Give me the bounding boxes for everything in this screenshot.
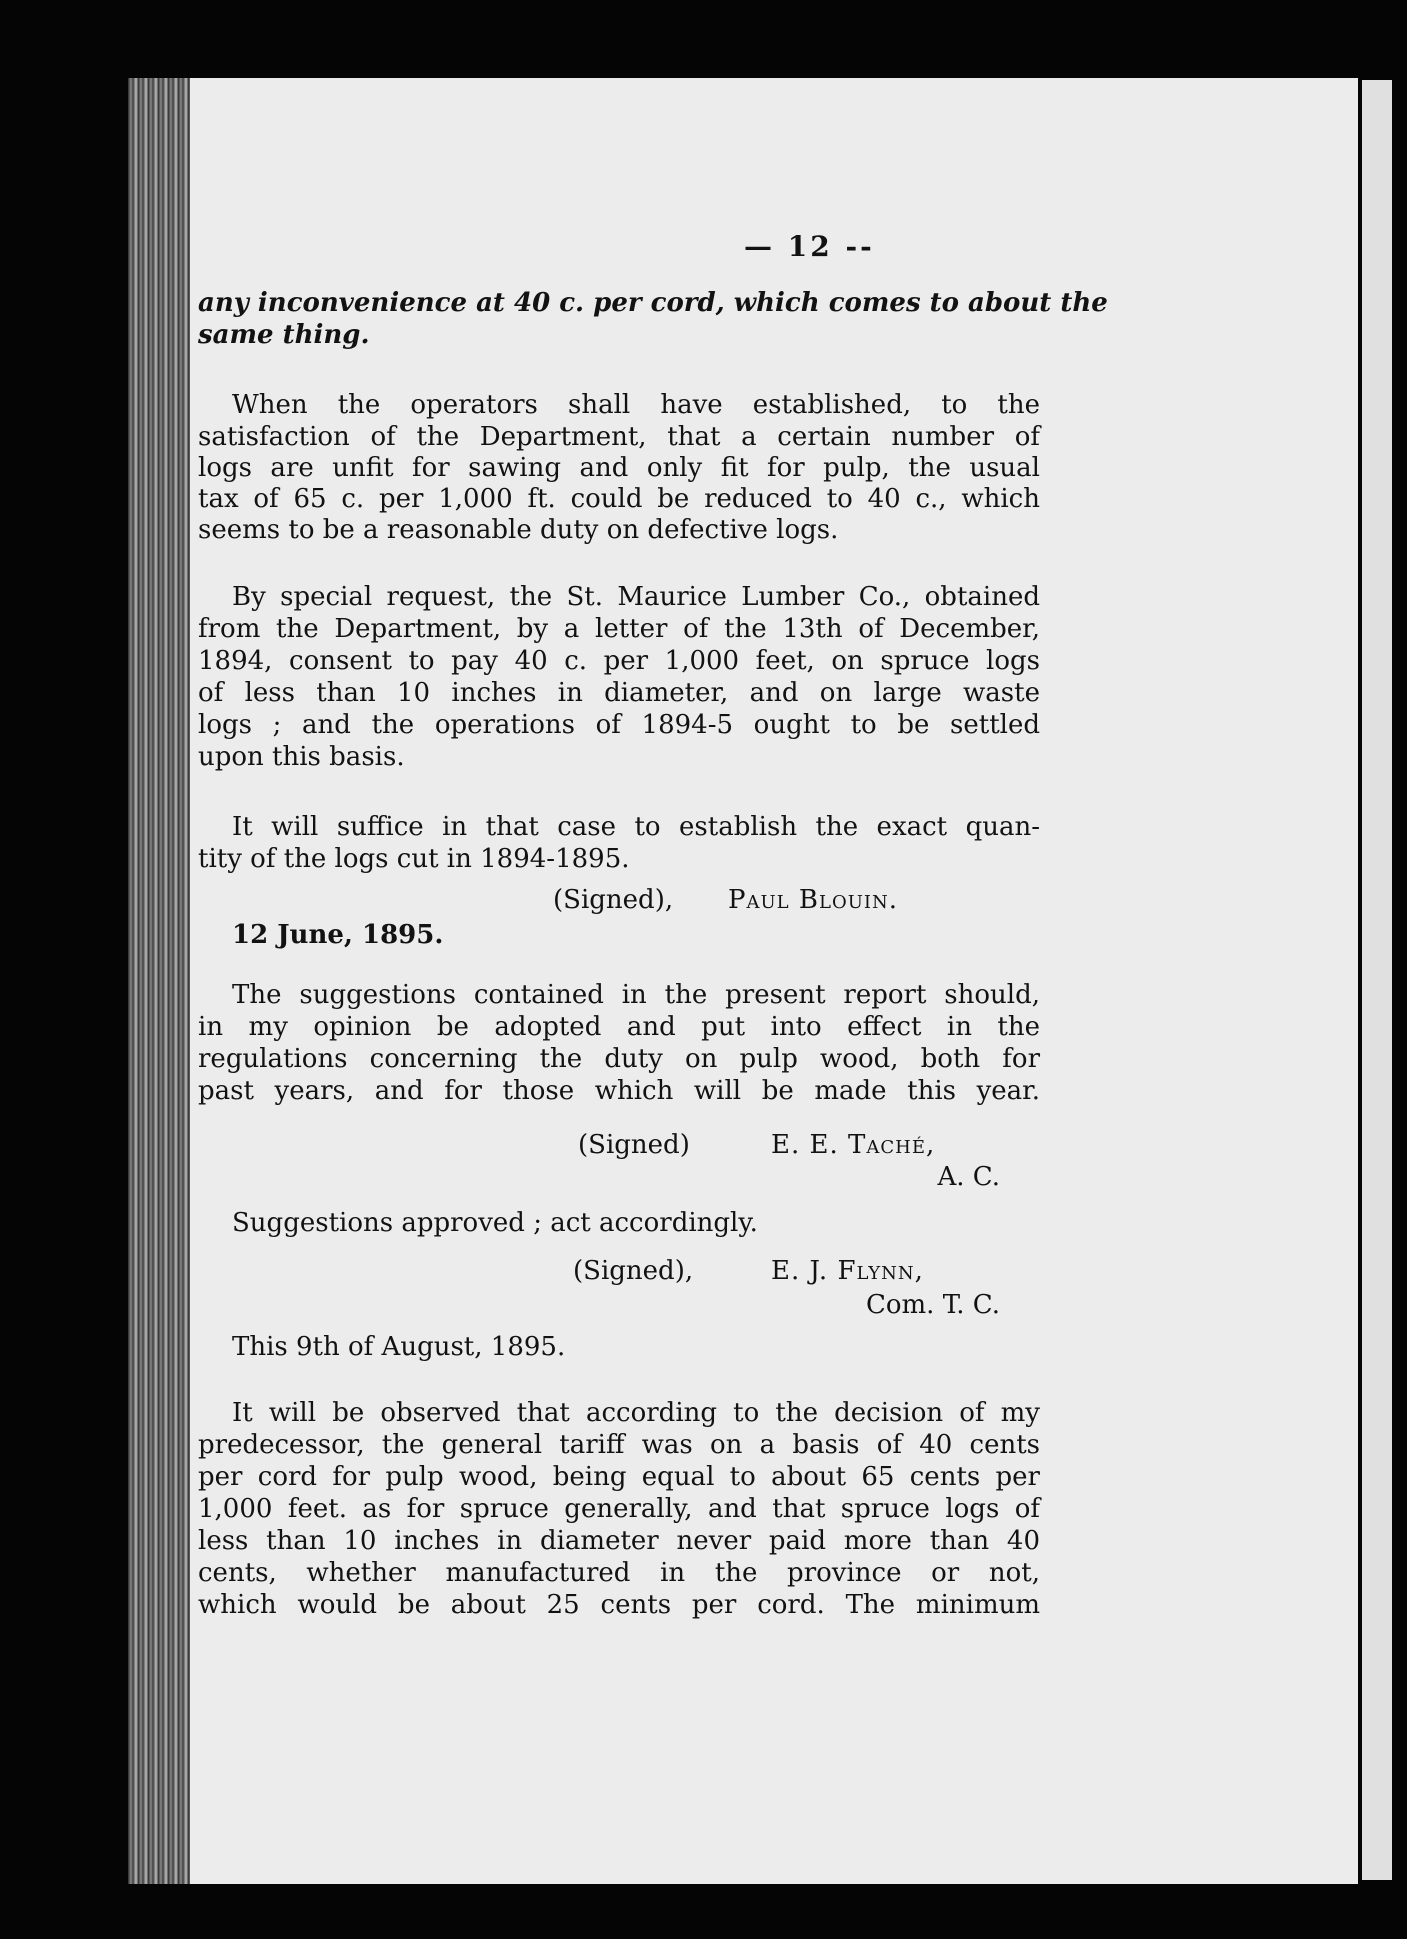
page-number: — 12 -- bbox=[744, 230, 875, 263]
signed-label: (Signed) bbox=[578, 1130, 690, 1160]
book-spine bbox=[128, 78, 190, 1884]
signature-date: 12 June, 1895. bbox=[232, 920, 444, 950]
text-line: which would be about 25 cents per cord. The minimum bbox=[198, 1590, 1040, 1620]
closing-date: This 9th of August, 1895. bbox=[232, 1332, 566, 1362]
text-line: predecessor, the general tariff was on a basis of 40 cents bbox=[198, 1430, 1040, 1460]
text-line: of less than 10 inches in diameter, and on large waste bbox=[198, 678, 1040, 708]
text-line: The suggestions contained in the present report should, bbox=[232, 980, 1040, 1010]
signatory-name: E. E. Taché, bbox=[771, 1130, 936, 1160]
signatory-title: A. C. bbox=[937, 1162, 1000, 1192]
text-line: cents, whether manufactured in the province or not, bbox=[198, 1558, 1040, 1588]
text-line: It will be observed that according to the decision of my bbox=[232, 1398, 1040, 1428]
text-line: past years, and for those which will be made this year. bbox=[198, 1076, 1040, 1106]
text-line: per cord for pulp wood, being equal to about 65 cents per bbox=[198, 1462, 1040, 1492]
text-line: regulations concerning the duty on pulp wood, both for bbox=[198, 1044, 1040, 1074]
text-line: It will suffice in that case to establish the exact quan- bbox=[232, 812, 1040, 842]
text-line: 1,000 feet. as for spruce generally, and that spruce logs of bbox=[198, 1494, 1040, 1524]
approval-text: Suggestions approved ; act accordingly. bbox=[232, 1208, 758, 1238]
text-line: tax of 65 c. per 1,000 ft. could be reduced to 40 c., which bbox=[198, 484, 1040, 514]
text-line: from the Department, by a letter of the 13th of December, bbox=[198, 614, 1040, 644]
text-line: any inconvenience at 40 c. per cord, which comes to about the bbox=[198, 288, 1108, 318]
signatory-name: Paul Blouin. bbox=[728, 885, 898, 915]
text-line: logs ; and the operations of 1894-5 ought to be settled bbox=[198, 710, 1040, 740]
signed-label: (Signed), bbox=[573, 1256, 694, 1286]
signatory-title: Com. T. C. bbox=[865, 1290, 1000, 1320]
text-line: upon this basis. bbox=[198, 742, 405, 772]
text-line: less than 10 inches in diameter never paid more than 40 bbox=[198, 1526, 1040, 1556]
signed-label: (Signed), bbox=[553, 885, 674, 915]
text-line: 1894, consent to pay 40 c. per 1,000 feet, on spruce logs bbox=[198, 646, 1040, 676]
text-line: By special request, the St. Maurice Lumber Co., obtained bbox=[232, 582, 1040, 612]
adjacent-page-edge bbox=[1362, 80, 1392, 1880]
text-line: logs are unfit for sawing and only fit for pulp, the usual bbox=[198, 453, 1040, 483]
text-line: seems to be a reasonable duty on defective logs. bbox=[198, 515, 839, 545]
text-line: tity of the logs cut in 1894-1895. bbox=[198, 844, 630, 874]
signatory-name: E. J. Flynn, bbox=[771, 1256, 924, 1286]
text-line: same thing. bbox=[198, 320, 370, 350]
text-line: satisfaction of the Department, that a certain number of bbox=[198, 422, 1040, 452]
text-line: in my opinion be adopted and put into effect in the bbox=[198, 1012, 1040, 1042]
text-line: When the operators shall have established, to the bbox=[232, 390, 1040, 420]
